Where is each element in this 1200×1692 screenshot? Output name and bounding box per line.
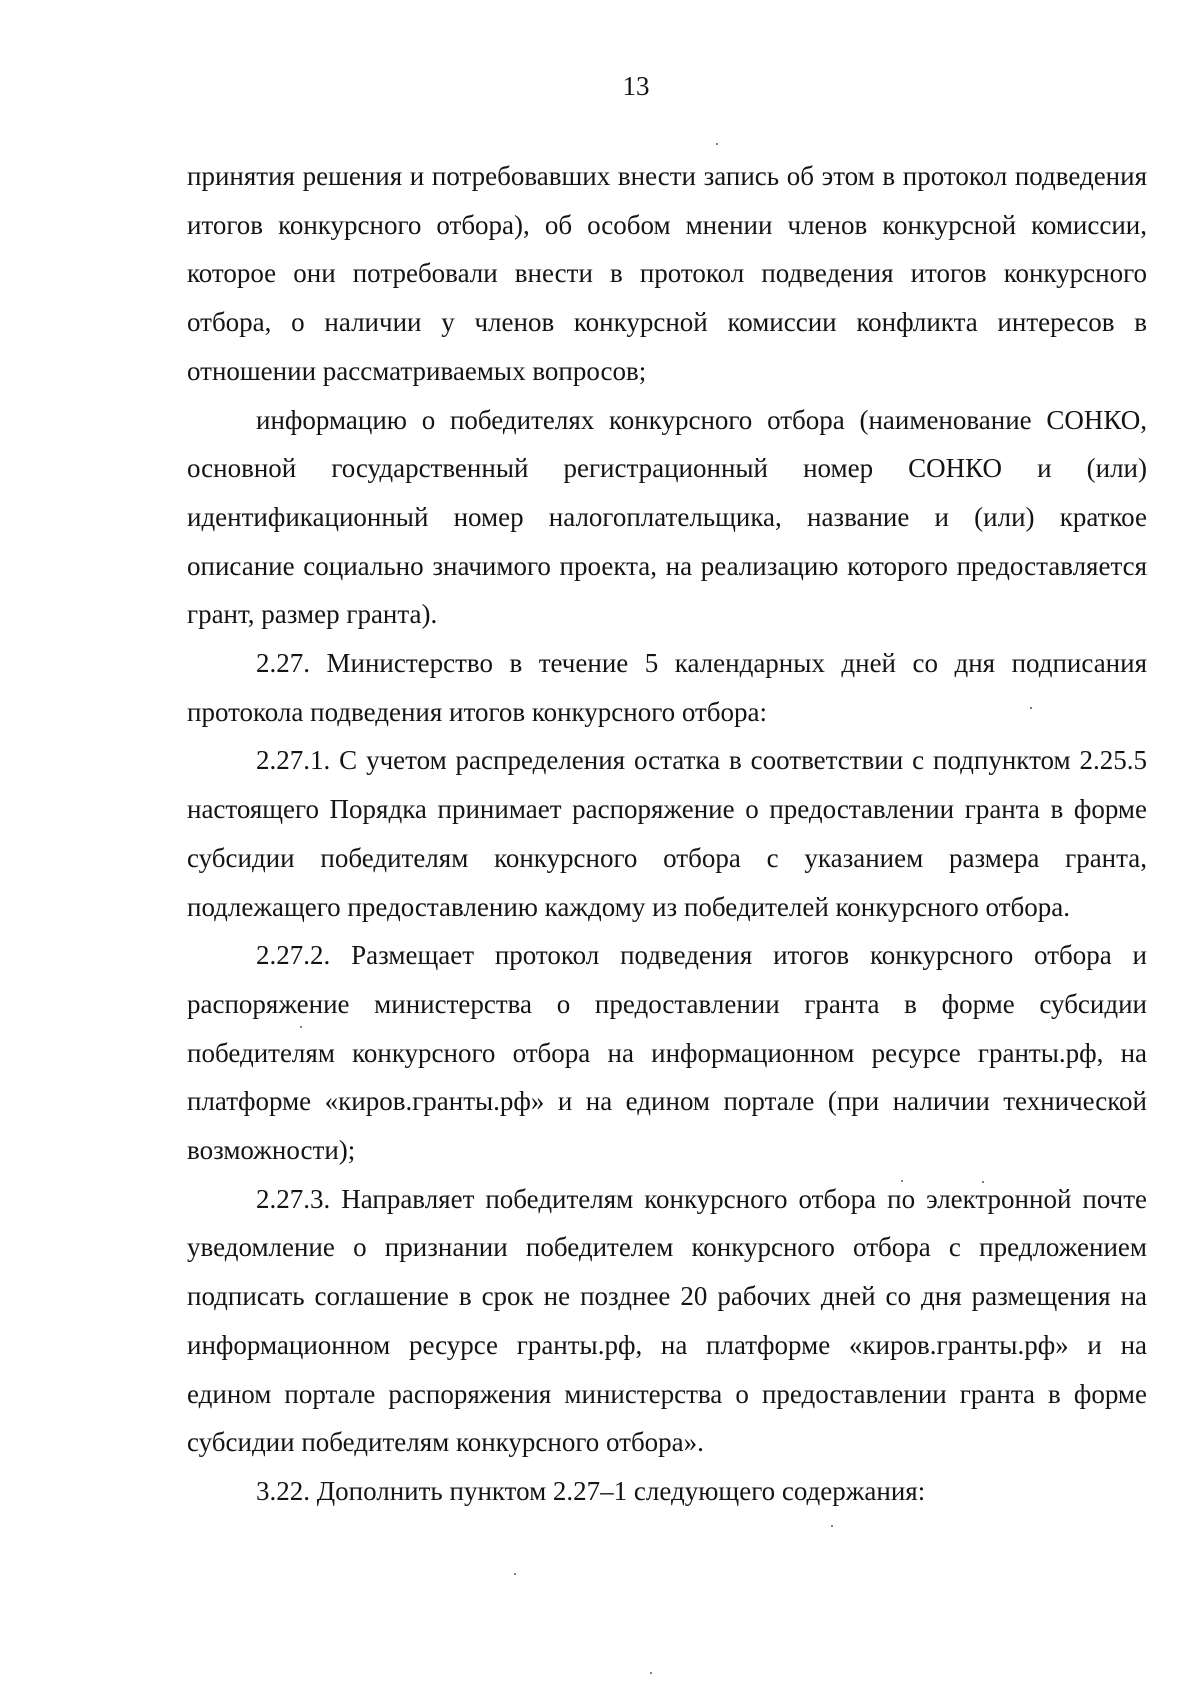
scan-speck [831,1525,833,1527]
paragraph-2-27-3: 2.27.3. Направляет победителям конкурсного отбора по электронной почте уведомление о признании победителем конкурсного отбора с предложением подписать соглашение в срок не позднее 20 рабочих дней со дня размещения на информационном ресурсе гранты.рф, на платформе «киров.гранты.рф» и на едином портале распоряжения министерства о предоставлении гранта в форме субсидии победителям конкурсного отбора». [187,1183,1147,1458]
scan-speck [514,1573,516,1575]
scan-speck [716,143,718,145]
scan-speck [982,1181,984,1183]
paragraph-2-27-1: 2.27.1. С учетом распределения остатка в соответствии с подпунктом 2.25.5 настоящего Порядка принимает распоряжение о предоставлении гранта в форме субсидии победителям конкурсного отбора с указанием размера гранта, подлежащего предоставлению каждому из победителей конкурсного отбора. [187,745,1147,922]
page-number: 13 [622,71,650,101]
paragraph-2-27-2: 2.27.2. Размещает протокол подведения итогов конкурсного отбора и распоряжение министерства о предоставлении гранта в форме субсидии победителям конкурсного отбора на информационном ресурсе гранты.рф, на платформе «киров.гранты.рф» и на едином портале (при наличии технической возможности); [187,940,1147,1166]
paragraph-2-27: 2.27. Министерство в течение 5 календарных дней со дня подписания протокола подведения итогов конкурсного отбора: [187,648,1147,727]
paragraph-protocol-details: принятия решения и потребовавших внести запись об этом в протокол подведения итогов конкурсного отбора), об особом мнении членов конкурсной комиссии, которое они потребовали внести в протокол подведения итогов конкурсного отбора, о наличии у членов конкурсной комиссии конфликта интересов в отношении рассматриваемых вопросов; [187,161,1147,386]
paragraph-3-22: 3.22. Дополнить пунктом 2.27–1 следующего содержания: [256,1475,926,1506]
document-body [187,152,1147,1516]
paragraph-winners-info: информацию о победителях конкурсного отбора (наименование СОНКО, основной государственный регистрационный номер СОНКО и (или) идентификационный номер налогоплательщика, название и (или) краткое описание социально значимого проекта, на реализацию которого предоставляется грант, размер гранта). [187,404,1147,630]
scan-speck [1030,707,1032,709]
scan-speck [901,1180,903,1182]
scan-speck [650,1672,652,1674]
scan-speck [300,1026,302,1028]
